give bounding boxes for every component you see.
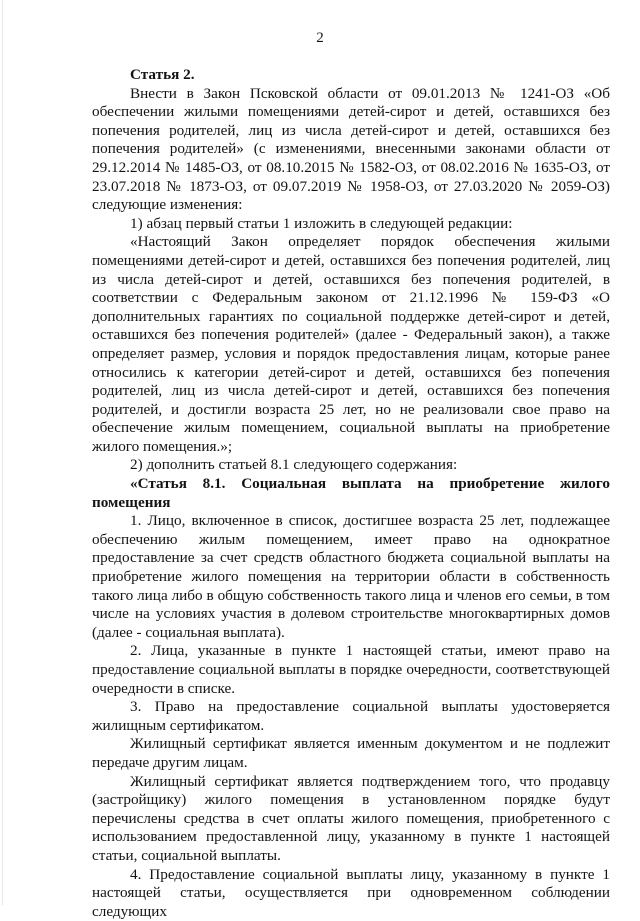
document-body (92, 66, 610, 921)
article-8-1-point-4: 4. Предоставление социальной выплаты лицу, указанному в пункте 1 настоящей статьи, осуществляется при одновременном соблюдении следующих (92, 865, 610, 920)
article-8-1-point-3-sub-b: Жилищный сертификат является подтверждением того, что продавцу (застройщику) жилого помещения в установленном порядке будут перечислены средства в счет оплаты жилого помещения, приобретенного с использованием предоставленной лицу, указанному в пункте 1 настоящей статьи, социальной выплаты. (92, 772, 610, 864)
intro-paragraph: Внести в Закон Псковской области от 09.01.2013 № 1241-ОЗ «Об обеспечении жилыми помещениями детей-сирот и детей, оставшихся без попечения родителей, лиц из числа детей-сирот и детей, оставшихся без попечения родителей» (с изменениями, внесенными законами области от 29.12.2014 № 1485-ОЗ, от 08.10.2015 № 1582-ОЗ, от 08.02.2016 № 1635-ОЗ, от 23.07.2018 № 1873-ОЗ, от 09.07.2019 № 1958-ОЗ, от 27.03.2020 № 2059-ОЗ) следующие изменения: (92, 84, 610, 214)
page-number: 2 (316, 30, 324, 46)
article-8-1-point-3-sub-a: Жилищный сертификат является именным документом и не подлежит передаче другим лицам. (92, 735, 610, 771)
article-heading: Статья 2. (130, 66, 195, 83)
article-8-1-point-3: 3. Право на предоставление социальной выплаты удостоверяется жилищным сертификатом. (92, 698, 610, 734)
amendment-quote-1: «Настоящий Закон определяет порядок обеспечения жилыми помещениями детей-сирот и детей, оставшихся без попечения родителей, лиц из числа детей-сирот и детей, оставшихся без попечения родителей, в соответствии с Федеральным законом от 21.12.1996 № 159-ФЗ «О дополнительных гарантиях по социальной поддержке детей-сирот и детей, оставшихся без попечения родителей» (далее - Федеральный закон), а также определяет размер, условия и порядок предоставления лицам, которые ранее относились к категории детей-сирот и детей, оставшихся без попечения родителей, лиц из числа детей-сирот и детей, оставшихся без попечения родителей, и достигли возраста 25 лет, но не реализовали свое право на обеспечение жилым помещением, социальной выплаты на приобретение жилого помещения.»; (92, 233, 610, 455)
article-8-1-title: «Статья 8.1. Социальная выплата на приобретение жилого помещения (92, 475, 610, 511)
amendment-item-2: 2) дополнить статьей 8.1 следующего содержания: (130, 456, 458, 474)
article-8-1-point-2: 2. Лица, указанные в пункте 1 настоящей статьи, имеют право на предоставление социальной выплаты в порядке очередности, соответствующей очередности в списке. (92, 642, 610, 697)
scan-edge (2, 0, 3, 905)
amendment-item-1: 1) абзац первый статьи 1 изложить в следующей редакции: (130, 214, 513, 232)
article-8-1-point-1: 1. Лицо, включенное в список, достигшее возраста 25 лет, подлежащее обеспечению жилым помещением, имеет право на однократное предоставление за счет средств областного бюджета социальной выплаты на приобретение жилого помещения на территории области в собственность такого лица либо в общую собственность такого лица и членов его семьи, в том числе на условиях участия в долевом строительстве многоквартирных домов (далее - социальная выплата). (92, 512, 610, 641)
